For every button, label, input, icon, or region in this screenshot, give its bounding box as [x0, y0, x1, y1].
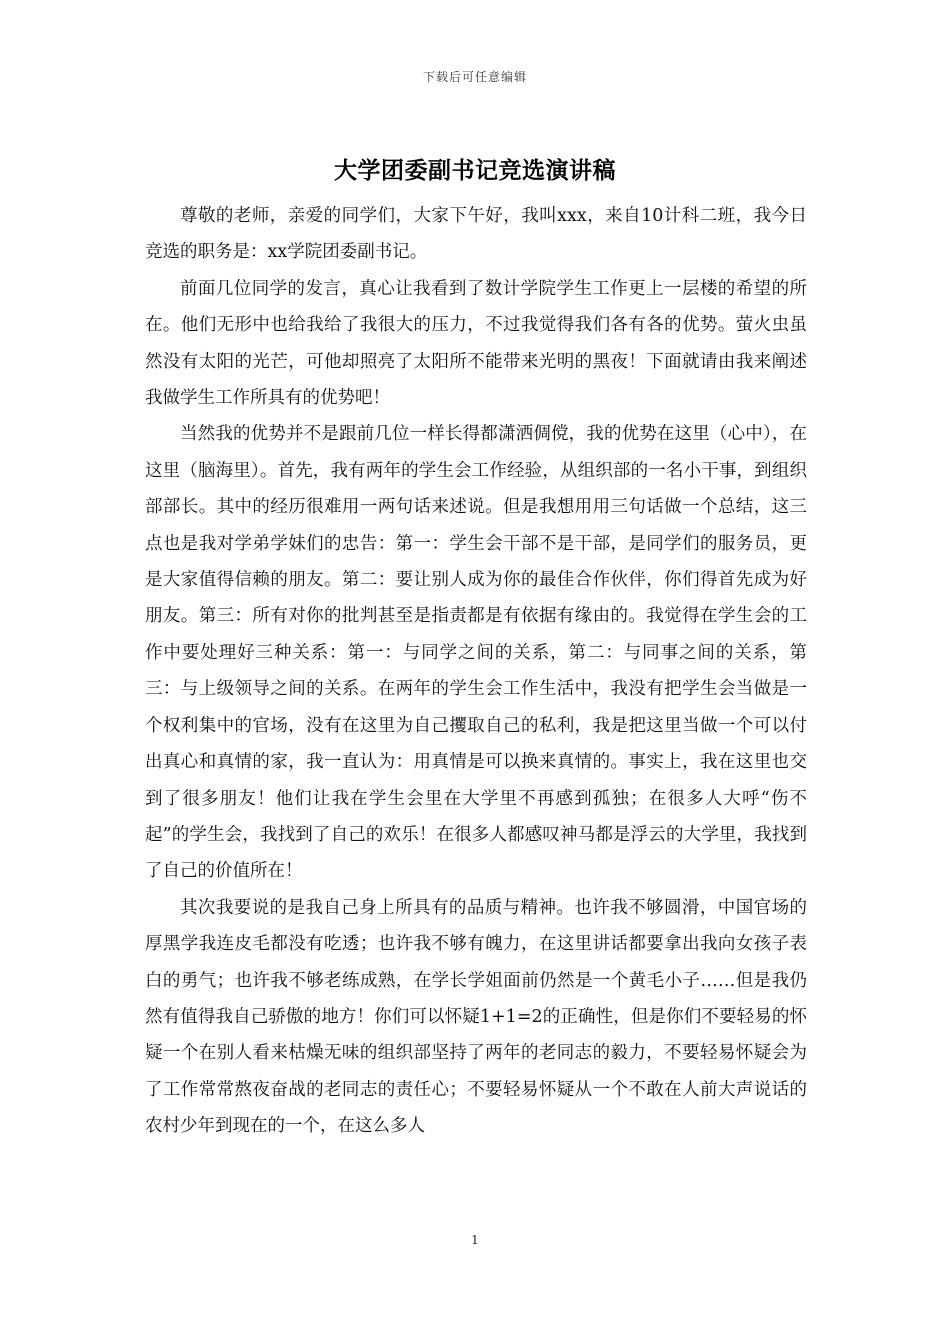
- document-body: [145, 198, 807, 1145]
- paragraph-4: 其次我要说的是我自己身上所具有的品质与精神。也许我不够圆滑，中国官场的厚黑学我连皮毛都没有吃透；也许我不够有魄力，在这里讲话都要拿出我向女孩子表白的勇气；也许我不够老练成熟，在学长学姐面前仍然是一个黄毛小子……但是我仍然有值得我自己骄傲的地方！你们可以怀疑1+1=2的正确性，但是你们不要轻易的怀疑一个在别人看来枯燥无味的组织部坚持了两年的老同志的毅力，不要轻易怀疑会为了工作常常熬夜奋战的老同志的责任心；不要轻易怀疑从一个不敢在人前大声说话的农村少年到现在的一个，在这么多人: [145, 897, 807, 1137]
- paragraph-3: 当然我的优势并不是跟前几位一样长得都潇洒倜傥，我的优势在这里（心中），在这里（脑海里）。首先，我有两年的学生会工作经验，从组织部的一名小干事，到组织部部长。其中的经历很难用一两句话来述说。但是我想用用三句话做一个总结，这三点也是我对学弟学妹们的忠告：第一：学生会干部不是干部，是同学们的服务员，更是大家值得信赖的朋友。第二：要让别人成为你的最佳合作伙伴，你们得首先成为好朋友。第三：所有对你的批判甚至是指责都是有依据有缘由的。我觉得在学生会的工作中要处理好三种关系：第一：与同学之间的关系，第二：与同事之间的关系，第三：与上级领导之间的关系。在两年的学生会工作生活中，我没有把学生会当做是一个权利集中的官场，没有在这里为自己攫取自己的私利，我是把这里当做一个可以付出真心和真情的家，我一直认为：用真情是可以换来真情的。事实上，我在这里也交到了很多朋友！他们让我在学生会里在大学里不再感到孤独；在很多人大呼“伤不起”的学生会，我找到了自己的欢乐！在很多人都感叹神马都是浮云的大学里，我找到了自己的价值所在！: [145, 424, 807, 882]
- document-title: 大学团委副书记竞选演讲稿: [334, 157, 616, 184]
- paragraph-1: 尊敬的老师，亲爱的同学们，大家下午好，我叫xxx，来自10计科二班，我今日竞选的职务是：xx学院团委副书记。: [145, 206, 807, 263]
- paragraph-2: 前面几位同学的发言，真心让我看到了数计学院学生工作更上一层楼的希望的所在。他们无形中也给我给了我很大的压力，不过我觉得我们各有各的优势。萤火虫虽然没有太阳的光芒，可他却照亮了太阳所不能带来光明的黑夜！下面就请由我来阐述我做学生工作所具有的优势吧！: [145, 278, 807, 409]
- header-note: 下载后可任意编辑: [422, 70, 527, 84]
- page-number: 1: [471, 1233, 479, 1247]
